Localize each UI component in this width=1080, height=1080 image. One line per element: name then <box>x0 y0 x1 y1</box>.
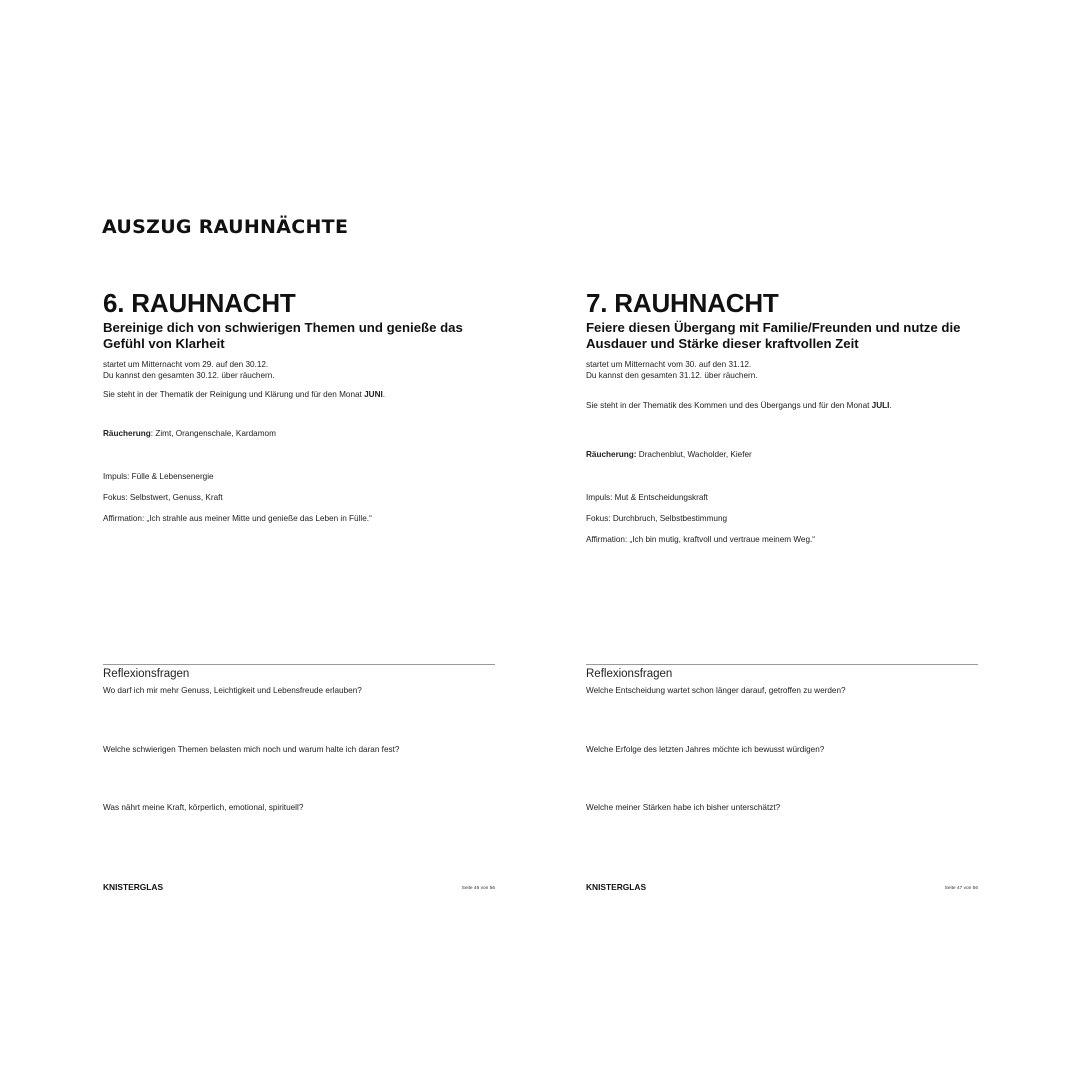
theme-month: JUNI <box>364 390 383 399</box>
page-subheading <box>103 320 495 352</box>
theme-text-body: Sie steht in der Thematik der Reinigung und Klärung und für den Monat <box>103 390 365 399</box>
theme-text <box>103 390 495 401</box>
page-heading: 7. RAUHNACHT <box>586 288 779 318</box>
reflection-question: Welche Erfolge des letzten Jahres möchte ich bewusst würdigen? <box>586 745 825 754</box>
subheading-line: Ausdauer und Stärke dieser kraftvollen Zeit <box>586 336 859 351</box>
theme-text-body: Sie steht in der Thematik des Kommen und des Übergangs und für den Monat <box>586 401 872 410</box>
impulse-text: Impuls: Fülle & Lebensenergie <box>103 472 214 481</box>
reflection-question: Welche schwierigen Themen belasten mich noch und warum halte ich daran fest? <box>103 745 400 754</box>
start-line: Du kannst den gesamten 30.12. über räuchern. <box>103 370 275 380</box>
reflection-question: Wo darf ich mir mehr Genuss, Leichtigkeit und Lebensfreude erlauben? <box>103 686 362 695</box>
page-right <box>586 288 978 892</box>
footer-brand: KNISTERGLAS <box>586 882 647 892</box>
divider <box>586 664 978 665</box>
smudge-text <box>586 450 978 461</box>
focus-text: Fokus: Selbstwert, Genuss, Kraft <box>103 493 223 502</box>
divider <box>103 664 495 665</box>
smudge-ingredients: Drachenblut, Wacholder, Kiefer <box>636 450 752 459</box>
theme-text <box>586 401 978 412</box>
theme-text-end: . <box>889 401 892 410</box>
reflection-question: Welche meiner Stärken habe ich bisher unterschätzt? <box>586 803 781 812</box>
smudge-text <box>103 429 495 440</box>
reflection-title: Reflexionsfragen <box>586 668 673 680</box>
subheading-line: Gefühl von Klarheit <box>103 336 225 351</box>
theme-month: JULI <box>871 401 890 410</box>
affirmation-text: Affirmation: „Ich bin mutig, kraftvoll und vertraue meinem Weg.“ <box>586 535 816 544</box>
excerpt-title: AUSZUG RAUHNÄCHTE <box>102 216 349 238</box>
footer-page-number: Seite 47 von 56 <box>944 886 978 891</box>
theme-text-end: . <box>382 390 386 399</box>
smudge-label: Räucherung: <box>586 450 637 459</box>
page-heading: 6. RAUHNACHT <box>103 288 296 318</box>
reflection-title: Reflexionsfragen <box>103 668 190 680</box>
start-info <box>103 360 495 381</box>
page-subheading <box>586 320 978 352</box>
subheading-line: Bereinige dich von schwierigen Themen und genieße das <box>103 320 463 335</box>
affirmation-text: Affirmation: „Ich strahle aus meiner Mitte und genieße das Leben in Fülle.“ <box>103 514 372 523</box>
start-line: startet um Mitternacht vom 29. auf den 30.12. <box>103 360 269 369</box>
subheading-line: Feiere diesen Übergang mit Familie/Freunden und nutze die <box>586 320 961 335</box>
smudge-label: Räucherung <box>103 429 151 438</box>
start-line: startet um Mitternacht vom 30. auf den 31.12. <box>586 360 752 369</box>
start-info <box>586 360 978 381</box>
smudge-ingredients: : Zimt, Orangenschale, Kardamom <box>150 429 276 438</box>
page-left <box>103 288 495 892</box>
impulse-text: Impuls: Mut & Entscheidungskraft <box>586 493 708 502</box>
footer-brand: KNISTERGLAS <box>103 882 164 892</box>
reflection-question: Was nährt meine Kraft, körperlich, emotional, spirituell? <box>103 803 304 812</box>
focus-text: Fokus: Durchbruch, Selbstbestimmung <box>586 514 728 523</box>
footer-page-number: Seite 46 von 56 <box>461 886 495 891</box>
reflection-question: Welche Entscheidung wartet schon länger darauf, getroffen zu werden? <box>586 686 846 695</box>
start-line: Du kannst den gesamten 31.12. über räuchern. <box>586 370 758 380</box>
